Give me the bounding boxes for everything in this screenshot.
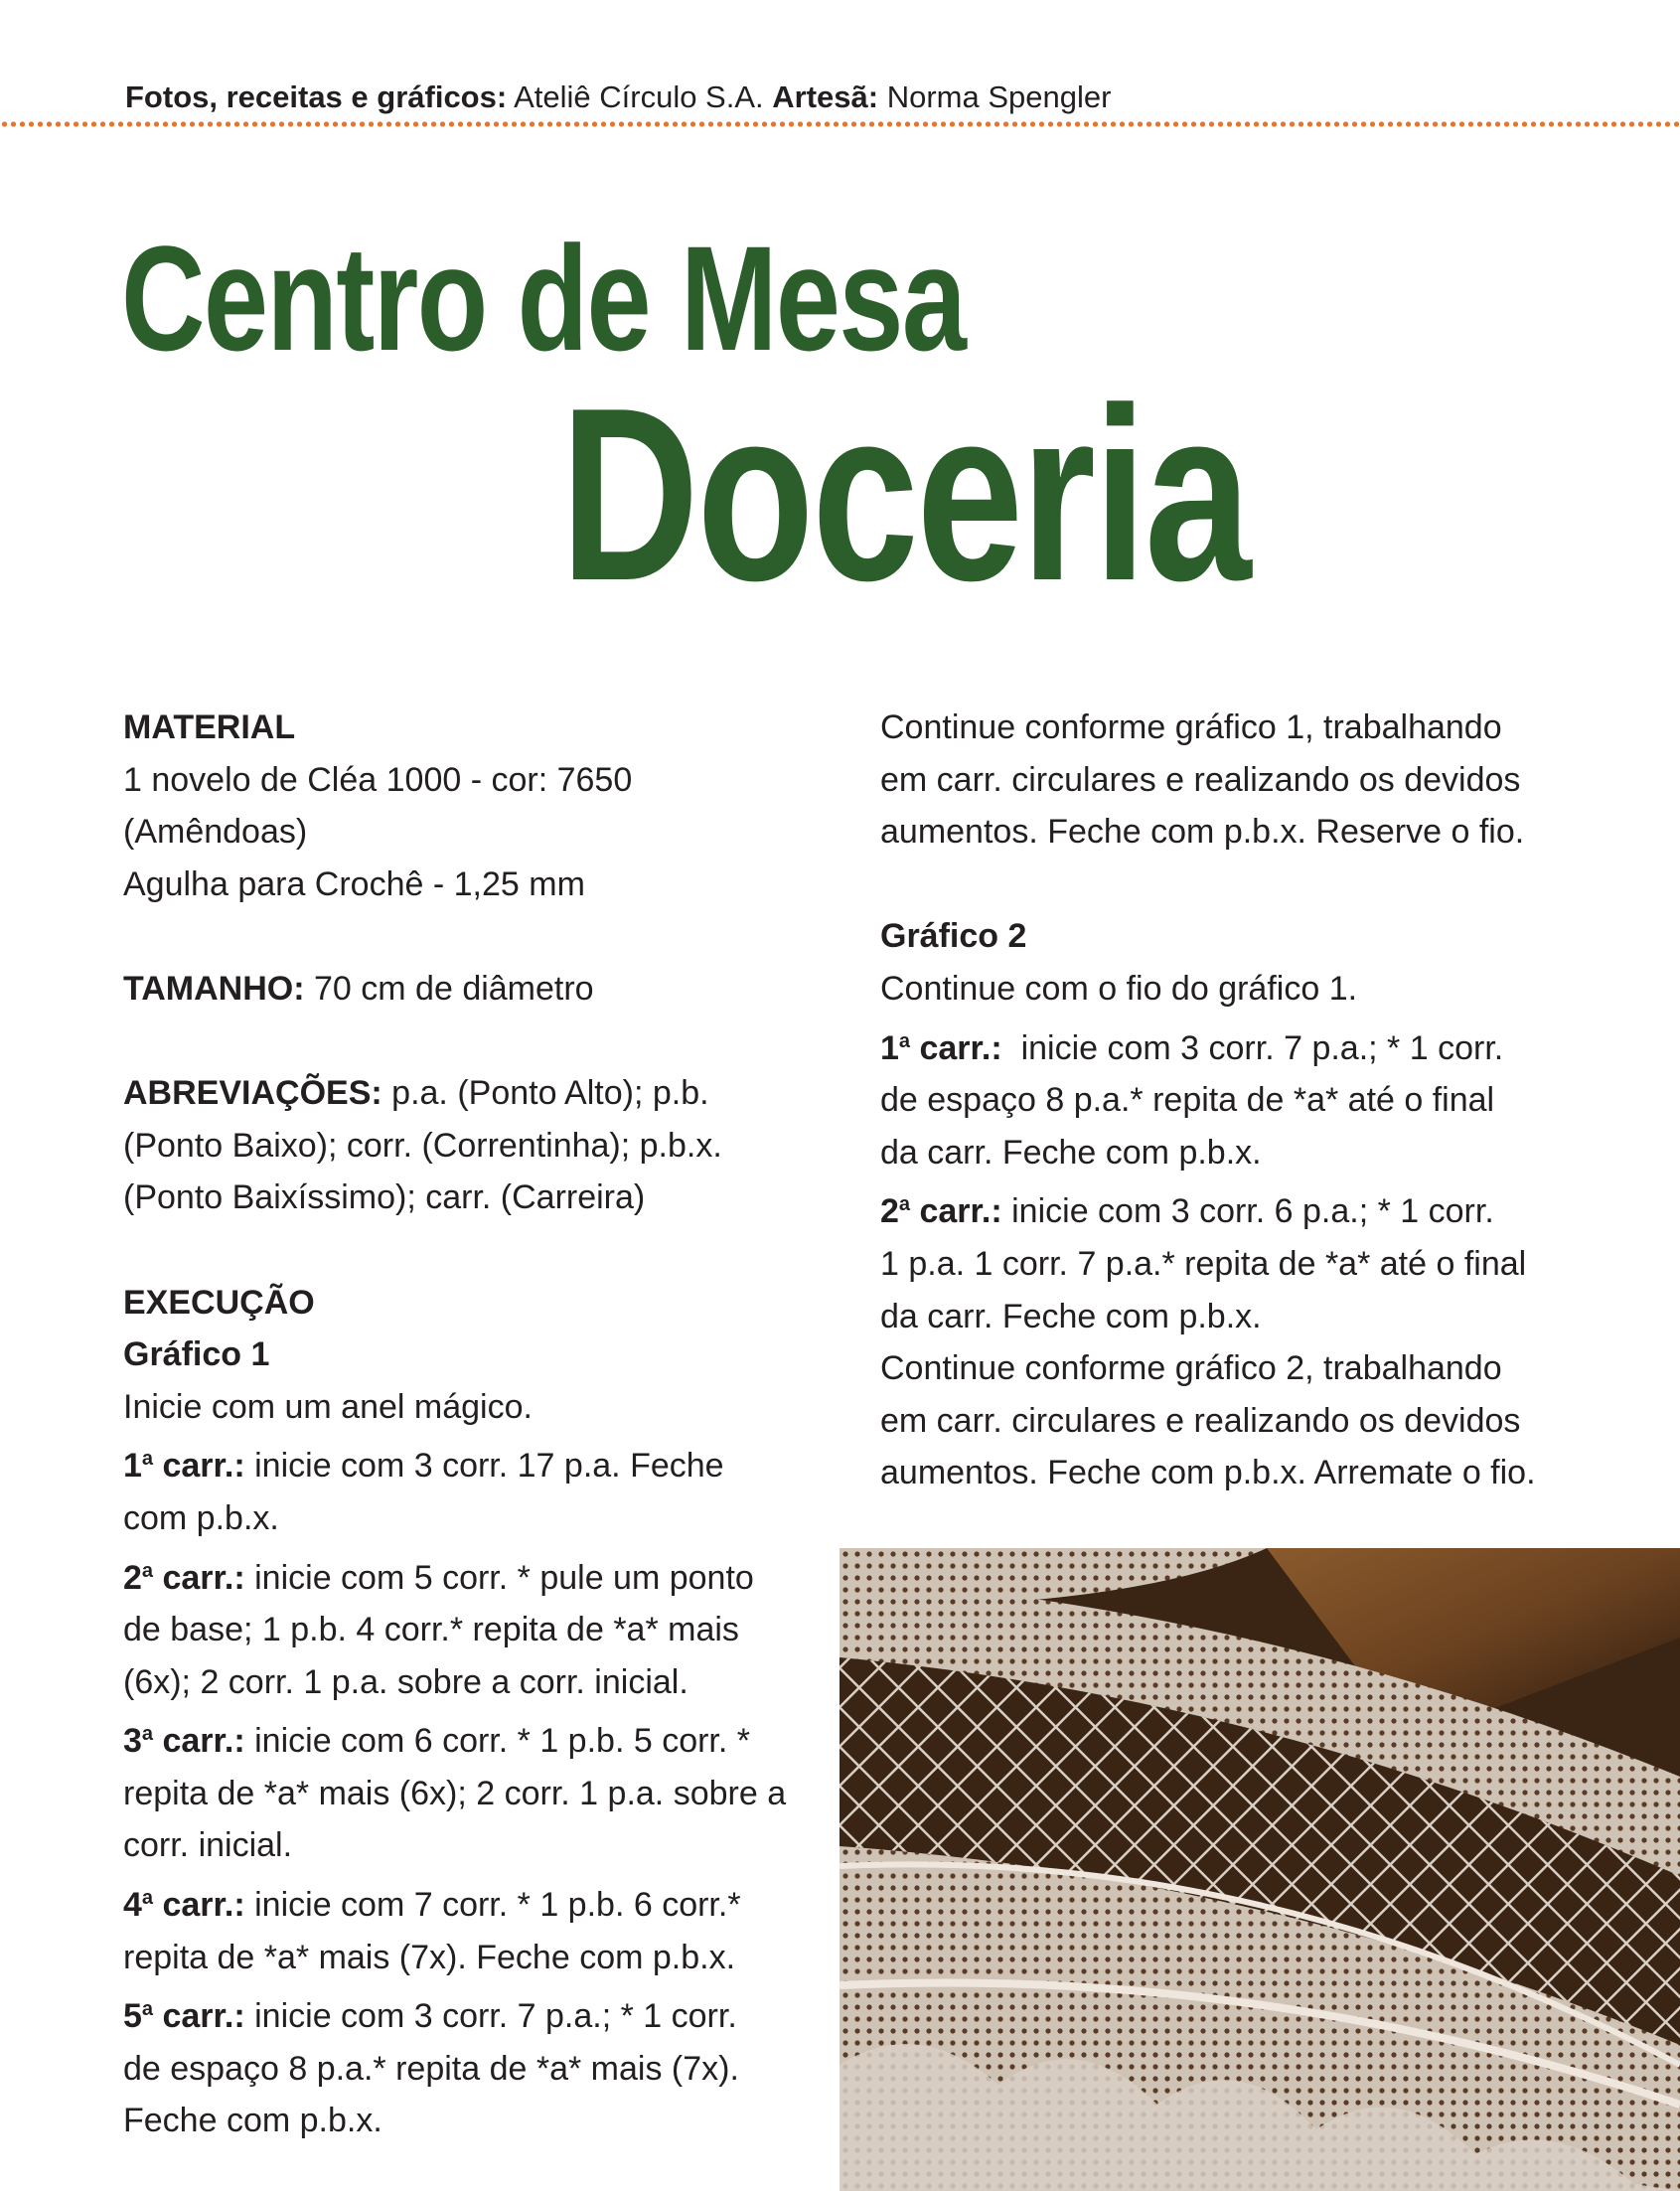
size-line	[123, 963, 819, 1016]
chart1-row-text: de espaço 8 p.a.* repita de *a* mais (7x).	[123, 2049, 739, 2088]
chart2-continue: aumentos. Feche com p.b.x. Arremate o fio.	[880, 1454, 1536, 1492]
material-line: Agulha para Crochê - 1,25 mm	[123, 864, 585, 903]
material-heading: MATERIAL	[123, 708, 296, 746]
chart2-continue: em carr. circulares e realizando os devidos	[880, 1401, 1521, 1440]
chart1-row-5: 5$^a$ carr.: inicie com 3 corr. 7 p.a.; * 1 corr.	[123, 1997, 737, 2036]
chart1-heading: Gráfico 1	[123, 1335, 270, 1374]
chart1-row-text: Feche com p.b.x.	[123, 2102, 382, 2140]
chart2-heading: Gráfico 2	[880, 917, 1027, 956]
page-title-line2: Doceria	[560, 356, 1250, 632]
chart1-row-text: repita de *a* mais (7x). Feche com p.b.x.	[123, 1938, 736, 1976]
chart1-row-text: com p.b.x.	[123, 1498, 279, 1537]
chart2-row-text: da carr. Feche com p.b.x.	[880, 1297, 1262, 1335]
chart1-row-1: 1$^a$ carr.: inicie com 3 corr. 17 p.a. Feche	[123, 1447, 724, 1486]
material-line: 1 novelo de Cléa 1000 - cor: 7650	[123, 760, 633, 799]
abbreviations-label: ABREVIAÇÕES:	[123, 1074, 382, 1113]
page-title-line1: Centro de Mesa	[121, 215, 966, 382]
abbreviations-text: (Ponto Baixo); corr. (Correntinha); p.b.x.	[123, 1126, 722, 1165]
chart1-row-2: 2$^a$ carr.: inicie com 5 corr. * pule um ponto	[123, 1558, 754, 1597]
credits-photos-label: Fotos, receitas e gráficos:	[125, 79, 508, 114]
dotted-divider	[0, 121, 1680, 127]
credits-artisan-label: Artesã:	[772, 79, 879, 114]
chart1-continue: aumentos. Feche com p.b.x. Reserve o fio.	[880, 813, 1525, 852]
chart1-row-4: 4$^a$ carr.: inicie com 7 corr. * 1 p.b. 6 corr.*	[123, 1886, 741, 1925]
abbreviations-text: (Ponto Baixíssimo); carr. (Carreira)	[123, 1178, 646, 1217]
chart2-row-text: 1 p.a. 1 corr. 7 p.a.* repita de *a* até o final	[880, 1244, 1527, 1283]
chart1-row-text: corr. inicial.	[123, 1826, 293, 1865]
chart1-continue: Continue conforme gráfico 1, trabalhando	[880, 708, 1502, 746]
right-column	[880, 702, 1635, 1499]
chart1-intro: Inicie com um anel mágico.	[123, 1387, 533, 1426]
chart2-row-text: da carr. Feche com p.b.x.	[880, 1133, 1262, 1172]
execution-heading: EXECUÇÃO	[123, 1283, 315, 1322]
chart2-row-text: de espaço 8 p.a.* repita de *a* até o final	[880, 1081, 1495, 1120]
chart1-row-text: de base; 1 p.b. 4 corr.* repita de *a* mais	[123, 1611, 739, 1649]
chart1-row-text: (6x); 2 corr. 1 p.a. sobre a corr. inicial.	[123, 1662, 688, 1701]
credits-artisan-value: Norma Spengler	[886, 79, 1112, 114]
chart1-row-text: repita de *a* mais (6x); 2 corr. 1 p.a. sobre a	[123, 1774, 787, 1812]
chart2-continue: Continue conforme gráfico 2, trabalhando	[880, 1349, 1502, 1388]
credits-line	[125, 76, 1111, 119]
abbreviations-line	[123, 1067, 819, 1120]
chart2-intro: Continue com o fio do gráfico 1.	[880, 969, 1358, 1008]
material-line: (Amêndoas)	[123, 813, 308, 852]
left-column	[123, 702, 819, 2147]
credits-photos-value: Ateliê Círculo S.A.	[514, 79, 764, 114]
chart2-row-1: 1$^a$ carr.: inicie com 3 corr. 7 p.a.; * 1 corr.	[880, 1028, 1504, 1067]
crochet-doily-photo	[840, 1548, 1680, 2191]
chart1-row-3: 3$^a$ carr.: inicie com 6 corr. * 1 p.b. 5 corr. *	[123, 1722, 750, 1761]
size-label: TAMANHO:	[123, 969, 305, 1008]
chart1-continue: em carr. circulares e realizando os devidos	[880, 760, 1521, 799]
chart2-row-2: 2$^a$ carr.: inicie com 3 corr. 6 p.a.; * 1 corr.	[880, 1192, 1494, 1231]
abbreviations-text: p.a. (Ponto Alto); p.b.	[391, 1074, 709, 1113]
size-value: 70 cm de diâmetro	[314, 969, 594, 1008]
